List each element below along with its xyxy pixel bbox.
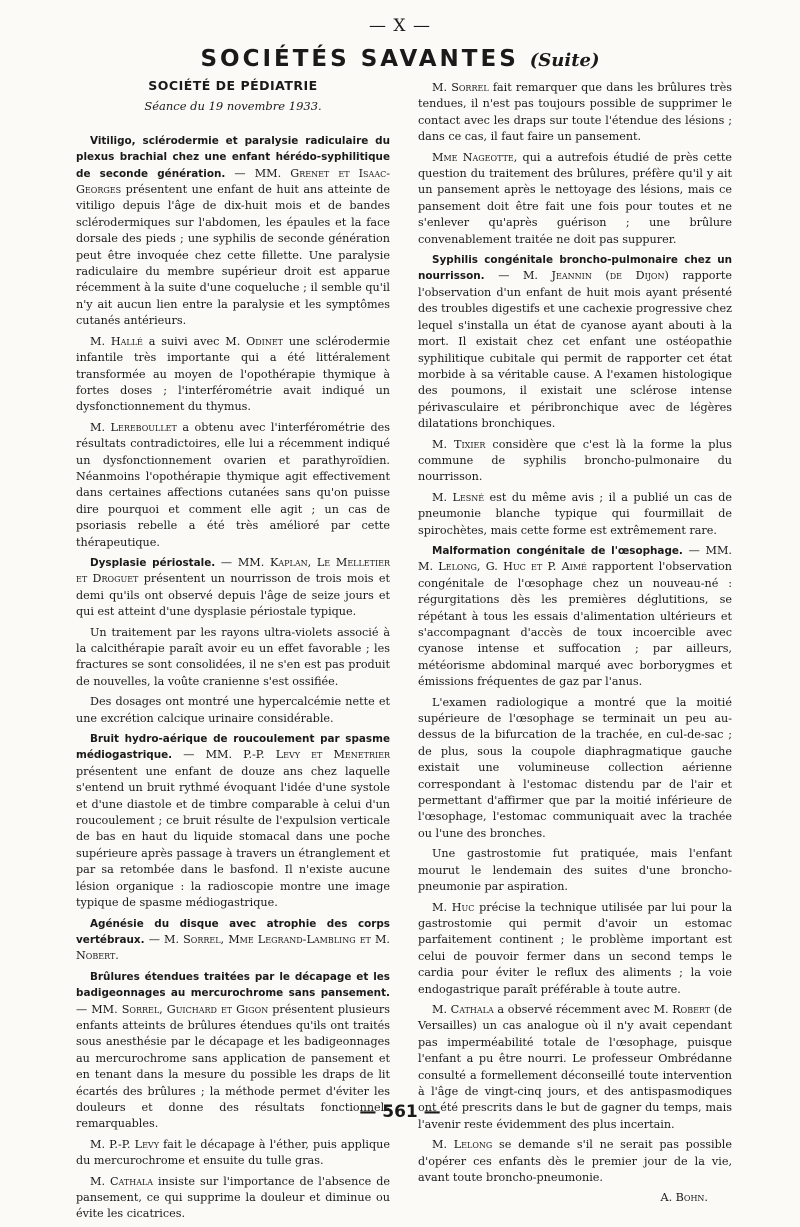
speaker: M. Lelong	[432, 1138, 493, 1152]
paragraph	[76, 133, 390, 330]
authors: — MM. P.-P. Levy et Menetrier	[172, 748, 390, 762]
article-title: Agénésie du disque avec atrophie des corps vertébraux.	[76, 917, 390, 946]
running-head: — X —	[369, 16, 431, 36]
speaker: M. Lereboullet	[90, 420, 177, 434]
speaker: M. Lesné	[432, 490, 485, 504]
speaker: M. Tixier	[432, 437, 486, 451]
paragraph-text: présentent plusieurs enfants atteints de brûlures étendues qu'ils ont traités sous anesthésie par le décapage et les badigeonnages au mercurochrome sans application de pansement et en tenant dans la mesure du possible les draps de lit écartés des brûlures ; la méthode permet d'éviter les douleurs et donne des résultats fonctionnels remarquables.	[76, 1002, 390, 1131]
speaker: M. Huc	[432, 900, 475, 914]
paragraph	[76, 1174, 390, 1223]
paragraph	[418, 252, 732, 432]
paragraph	[76, 420, 390, 551]
article-title: Malformation congénitale de l'œsophage.	[432, 544, 683, 557]
section-title-suite: (Suite)	[529, 50, 600, 71]
paragraph-text: (de Versailles) un cas analogue où il n'y avait cependant pas imperméabilité totale de l'œsophage, puisque l'enfant a pu être nourri. Le professeur Ombrédanne consulté a formellement déconseillé toute intervention à l'âge de vingt-cinq jours, et des antispasmodiques ont été prescrits dans le but de gagner du temps, mais l'avenir reste évidemment des plus incertain.	[418, 1002, 732, 1131]
speaker: M. Sorrel	[432, 81, 489, 94]
paragraph-text: a obtenu avec l'interférométrie des résultats contradictoires, elle lui a récemment indiqué un dysfonctionnement ovarien et parathyroïdien. Néanmoins l'opothérapie thymique agit effectivement dans certaines affections cutanées sans qu'on puisse dire pourquoi et comment elle agit ; un cas de psoriasis rebelle a été très amélioré par cette thérapeutique.	[76, 420, 390, 549]
paragraph-text: , qui a autrefois étudié de près cette question du traitement des brûlures, préfère qu'il y ait un pansement après le nettoyage des lésions, mais ce pansement doit être fait une fois pour toutes et ne s'enlever qu'après guérison ; une brûlure convenablement traitée ne doit pas suppurer.	[418, 150, 732, 246]
authors: — MM. Grenet et Isaac-Georges	[76, 166, 390, 197]
paragraph	[76, 731, 390, 911]
seance-date: Séance du 19 novembre 1933.	[144, 99, 322, 114]
speaker: M. Robert	[653, 1002, 711, 1016]
section-title	[0, 46, 800, 72]
speaker: M. Cathala	[90, 1174, 154, 1188]
paragraph-text: rapporte l'observation d'un enfant de huit mois ayant présenté des troubles digestifs et une cachexie progressive chez lequel s'installa un état de cyanose ayant abouti à la mort. Il existait chez cet enfant une ostéopathie syphilitique cubitale qui permit de rapporter cet état morbide à sa véritable cause. A l'examen histologique des poumons, il existait une sclérose intense périvasculaire et péribronchique avec de légères dilatations bronchiques.	[418, 269, 732, 431]
paragraph-text: présentent une enfant de douze ans chez laquelle s'entend un bruit rythmé évoquant l'idée d'une systole et d'une diastole et de timbre comparable à celui d'un roucoulement ; ce bruit résulte de l'expulsion verticale de bas en haut du liquide stomacal dans une poche supérieure après passage à travers un étranglement et par sa retombée dans le basfond. Il n'existe aucune lésion organique : la radioscopie montre une image typique de spasme médiogastrique.	[76, 764, 390, 910]
paragraph	[76, 334, 390, 416]
paragraph: L'examen radiologique a montré que la moitié supérieure de l'œsophage se terminait un peu au-dessus de la bifurcation de la trachée, en cul-de-sac ; de plus, sous la coupole diaphragmatique gauche existait une volumineuse collection aérienne correspondant à l'estomac distendu par de l'air et permettant d'affirmer que par la moitié inférieure de l'œsophage, l'estomac communiquait avec la trachée ou l'une des bronches.	[418, 695, 732, 840]
authors: — MM. Kaplan, Le Melletier et Droguet	[76, 555, 390, 586]
paragraph	[76, 555, 390, 621]
article-title: Syphilis congénitale broncho-pulmonaire chez un nourrisson.	[418, 254, 732, 283]
paragraph	[418, 900, 732, 998]
paragraph-text: a observé récemment avec	[493, 1002, 654, 1016]
paragraph	[418, 150, 732, 248]
paragraph: Un traitement par les rayons ultra-violets associé à la calcithérapie paraît avoir eu un effet favorable ; les fractures se sont consolidées, il ne s'en est pas produit de nouvelles, la voûte cranienne s'est ossifiée.	[76, 625, 390, 688]
authors: — M. Sorrel, Mme Legrand-Lambling et M. Nobert.	[76, 932, 390, 963]
paragraph-text: est du même avis ; il a publié un cas de pneumonie blanche typique qui fourmillait de spirochètes, mais cette forme est extrêmement rare.	[418, 490, 732, 537]
paragraph-text: a suivi avec	[142, 334, 226, 348]
speaker: Mme Nageotte	[432, 150, 514, 164]
speaker: M. Odinet	[225, 334, 284, 348]
author-signature: A. Bohn.	[660, 1191, 708, 1205]
speaker: M. Cathala	[432, 1002, 494, 1016]
paragraph	[418, 543, 732, 691]
authors: — MM. M. Lelong, G. Huc et P. Aimé	[418, 543, 732, 574]
paragraph-text: une sclérodermie infantile très importante qui a été littéralement transformée au moyen de l'opothérapie thymique à fortes doses ; l'interférométrie avait indiqué un dysfonctionnement du thymus.	[76, 334, 390, 414]
authors: — MM. Sorrel, Guichard et Gigon	[76, 1002, 269, 1016]
society-heading: SOCIÉTÉ DE PÉDIATRIE	[148, 78, 318, 93]
paragraph	[418, 490, 732, 539]
paragraph-text: présentent une enfant de huit ans atteinte de vitiligo depuis l'âge de dix-huit mois et de bandes sclérodermiques sur l'abdomen, les épaules et la face dorsale des pieds ; une syphilis de seconde génération peut être invoquée chez cette fillette. Une paralysie radiculaire du membre supérieur droit est apparue récemment à la suite d'une coqueluche ; il semble qu'il n'y ait aucun lien entre la paralysie et les symptômes cutanés antérieurs.	[76, 183, 390, 328]
article-title: Bruit hydro-aérique de roucoulement par spasme médiogastrique.	[76, 733, 390, 762]
paragraph-text: rapportent l'observation congénitale de l'œsophage chez un nouveau-né : régurgitations dès les premières déglutitions, se répétant à tous les essais d'alimentation ultérieurs et s'accompagnant d'accès de toux incoercible avec cyanose intense et suffocation ; par ailleurs, météorisme abdominal marqué avec borborygmes et émissions fréquentes de gaz par l'anus.	[418, 560, 732, 689]
left-column	[76, 78, 390, 1227]
paragraph-text: fait remarquer que dans les brûlures très tendues, il n'est pas toujours possible de supprimer le contact avec les draps sur toute l'étendue des lésions ; dans ce cas, il faut faire un pansement.	[418, 81, 732, 144]
paragraph-text: précise la technique utilisée par lui pour la gastrostomie qui permit d'avoir un estomac parfaitement continent ; le problème important est celui de pouvoir fermer dans un second temps le cardia pour éviter le reflux des aliments ; la voie endogastrique paraît préférable à toute autre.	[418, 900, 732, 996]
page-number: — 561 —	[359, 1102, 441, 1122]
paragraph	[418, 437, 732, 486]
paragraph-text: insiste sur l'importance de l'absence de pansement, ce qui supprime la douleur et diminue ou évite les cicatrices.	[76, 1174, 390, 1221]
right-column	[418, 80, 732, 1207]
article-title: Vitiligo, sclérodermie et paralysie radiculaire du plexus brachial chez une enfant hérédo-syphilitique de seconde génération.	[76, 134, 390, 180]
paragraph-text: présentent un nourrisson de trois mois et demi qu'ils ont observé depuis l'âge de seize jours et qui est atteint d'une dysplasie périostale typique.	[76, 572, 391, 619]
paragraph	[76, 916, 390, 965]
paragraph	[418, 80, 732, 146]
authors: — M. Jeannin (de Dijon)	[484, 269, 669, 283]
article-title: Brûlures étendues traitées par le décapage et les badigeonnages au mercurochrome sans pansement.	[76, 970, 390, 1000]
speaker: M. P.-P. Levy	[90, 1137, 159, 1151]
paragraph-text: fait le décapage à l'éther, puis applique du mercurochrome et ensuite du tulle gras.	[76, 1137, 390, 1168]
paragraph: Des dosages ont montré une hypercalcémie nette et une excrétion calcique urinaire considérable.	[76, 695, 390, 725]
speaker: M. Hallé	[90, 334, 143, 348]
section-title-text: SOCIÉTÉS SAVANTES	[200, 46, 519, 72]
paragraph-text: se demande s'il ne serait pas possible d'opérer ces enfants dès le premier jour de la vie, avant toute broncho-pneumonie.	[418, 1138, 732, 1184]
paragraph	[76, 1137, 390, 1170]
article-title: Dysplasie périostale.	[90, 556, 216, 569]
paragraph: Une gastrostomie fut pratiquée, mais l'enfant mourut le lendemain des suites d'une broncho-pneumonie par aspiration.	[418, 847, 732, 894]
paragraph	[418, 1137, 732, 1186]
paragraph-text: considère que c'est là la forme la plus commune de syphilis broncho-pulmonaire du nourrisson.	[418, 437, 732, 484]
